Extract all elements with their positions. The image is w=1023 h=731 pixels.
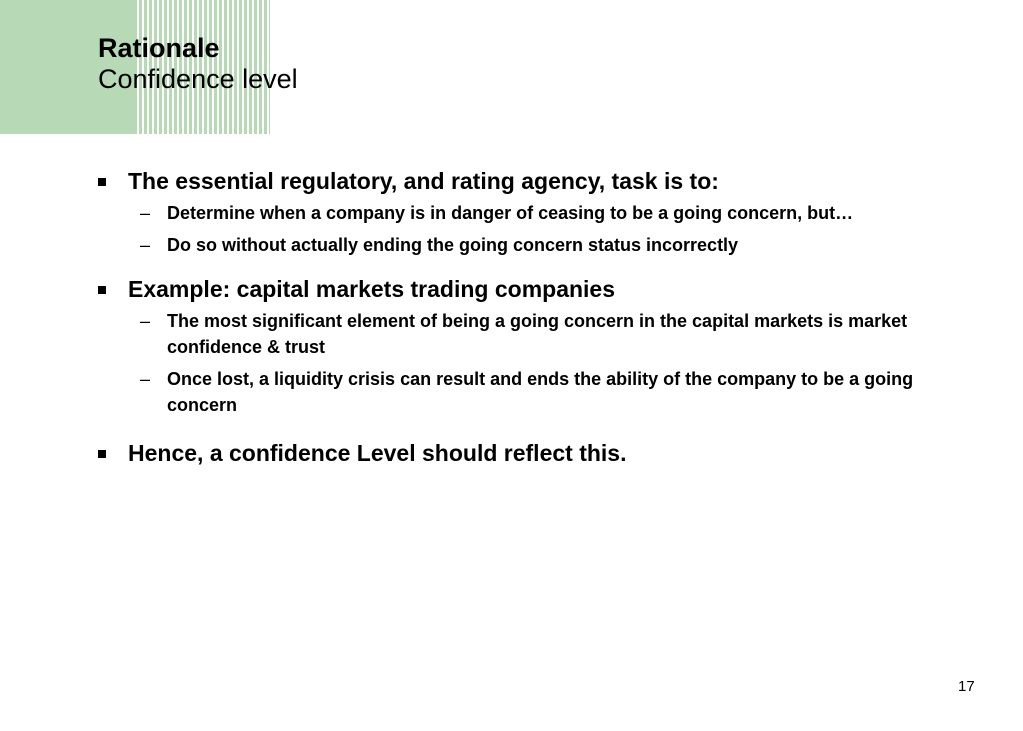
title-block — [98, 33, 298, 95]
square-bullet-icon — [98, 286, 106, 294]
sub-bullet-item — [98, 232, 978, 258]
bullet-item — [98, 166, 978, 196]
sub-bullet-item — [98, 200, 978, 226]
bullet-text: Example: capital markets trading companies — [128, 276, 616, 302]
sub-bullet-list — [98, 308, 978, 418]
slide-title: Rationale — [98, 33, 220, 63]
slide-subtitle: Confidence level — [98, 64, 298, 94]
sub-bullet-text: Once lost, a liquidity crisis can result and ends the ability of the company to be a going concern — [167, 369, 914, 415]
square-bullet-icon — [98, 178, 106, 186]
slide-body — [98, 166, 978, 468]
dash-bullet-icon: – — [140, 311, 151, 331]
dash-bullet-icon: – — [140, 369, 151, 389]
bullet-text: Hence, a confidence Level should reflect this. — [128, 440, 627, 466]
dash-bullet-icon: – — [140, 235, 151, 255]
bullet-item — [98, 438, 978, 468]
dash-bullet-icon: – — [140, 203, 151, 223]
sub-bullet-text: Determine when a company is in danger of ceasing to be a going concern, but… — [167, 203, 854, 223]
bullet-text: The essential regulatory, and rating agency, task is to: — [128, 168, 719, 194]
sub-bullet-text: Do so without actually ending the going concern status incorrectly — [167, 235, 739, 255]
square-bullet-icon — [98, 450, 106, 458]
sub-bullet-item — [98, 366, 978, 418]
sub-bullet-item — [98, 308, 978, 360]
page-number: 17 — [958, 678, 975, 695]
sub-bullet-text: The most significant element of being a going concern in the capital markets is market confidence & trust — [167, 311, 908, 357]
sub-bullet-list — [98, 200, 978, 258]
bullet-item — [98, 274, 978, 304]
